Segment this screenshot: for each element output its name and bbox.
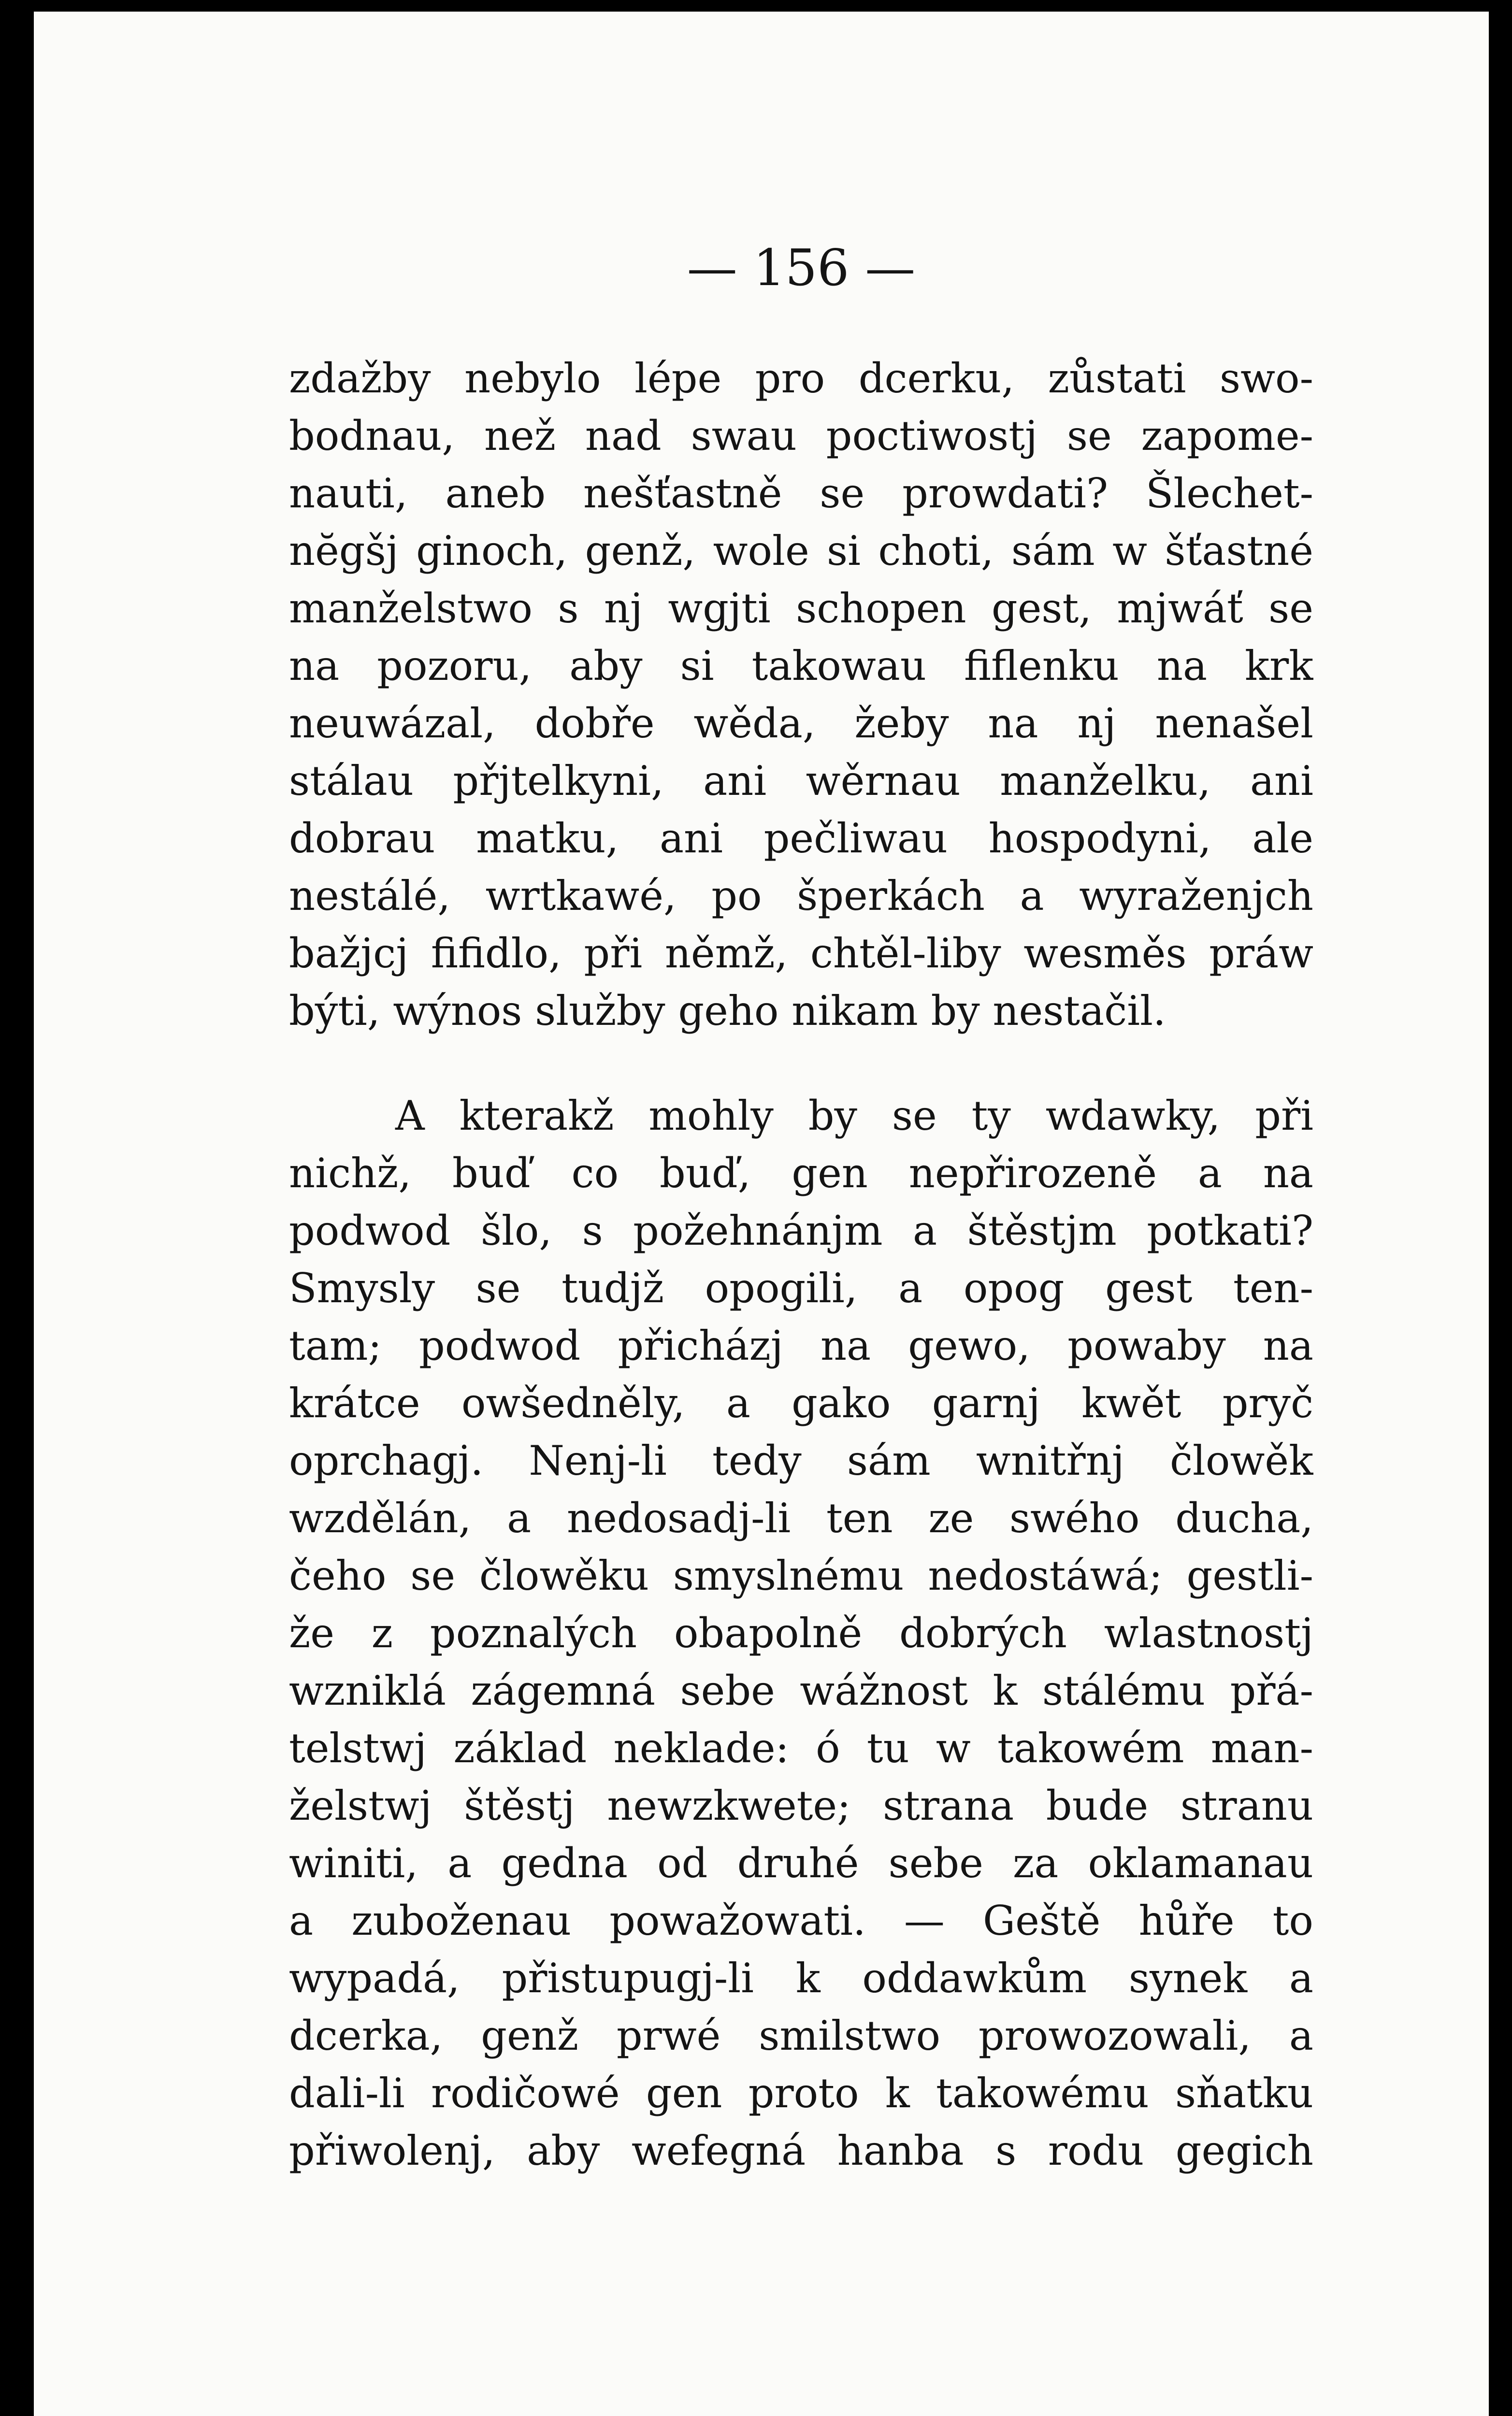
text-line: krátce owšedněly, a gako garnj kwět pryč [289, 1380, 1313, 1427]
text-line: čeho se člowěku smyslnému nedostáwá; gestli- [289, 1552, 1313, 1599]
paragraph-2 [289, 1087, 1313, 2180]
text-line: telstwj základ neklade: ó tu w takowém man- [289, 1725, 1313, 1772]
text-line: stálau přjtelkyni, ani wěrnau manželku, ani [289, 757, 1313, 805]
text-line: neuwázal, dobře wěda, žeby na nj nenašel [289, 700, 1313, 747]
text-line: bodnau, než nad swau poctiwostj se zapome- [289, 412, 1313, 460]
text-line: na pozoru, aby si takowau fiflenku na krk [289, 642, 1313, 690]
text-line: tam; podwod přicházj na gewo, powaby na [289, 1322, 1313, 1369]
text-line: nauti, aneb nešťastně se prowdati? Šlechet- [289, 470, 1313, 517]
text-line: dobrau matku, ani pečliwau hospodyni, ale [289, 815, 1313, 862]
text-line: nestálé, wrtkawé, po šperkách a wyraženjch [289, 872, 1313, 920]
text-line: wypadá, přistupugj-li k oddawkům synek a [289, 1955, 1313, 2002]
text-line: podwod šlo, s požehnánjm a štěstjm potkati? [289, 1207, 1313, 1254]
text-line: manželstwo s nj wgjti schopen gest, mjwáť se [289, 585, 1313, 632]
text-line: bažjcj fifidlo, při němž, chtěl-liby wesměs práw [289, 930, 1313, 977]
text-line: wzniklá zágemná sebe wážnost k stálému přá- [289, 1667, 1313, 1714]
text-line: přiwolenj, aby wefegná hanba s rodu gegich [289, 2127, 1313, 2174]
text-line: že z poznalých obapolně dobrých wlastnostj [289, 1610, 1313, 1657]
text-line: nichž, buď co buď, gen nepřirozeně a na [289, 1150, 1313, 1197]
text-line: zdažby nebylo lépe pro dcerku, zůstati swo- [289, 355, 1313, 402]
text-line: winiti, a gedna od druhé sebe za oklamanau [289, 1840, 1313, 1887]
text-line: Smysly se tudjž opogili, a opog gest ten- [289, 1265, 1313, 1312]
text-line: býti, wýnos služby geho nikam by nestačil. [289, 987, 1166, 1035]
text-line: nĕgšj ginoch, genž, wole si choti, sám w šťastné [289, 527, 1313, 575]
text-line: dcerka, genž prwé smilstwo prowozowali, a [289, 2012, 1313, 2059]
paragraph-1 [289, 350, 1313, 1040]
text-line: wzdělán, a nedosadj-li ten ze swého ducha, [289, 1495, 1313, 1542]
book-page [289, 239, 1313, 2180]
page-number: — 156 — [687, 238, 916, 297]
text-line: želstwj štěstj newzkwete; strana bude stranu [289, 1782, 1313, 1829]
text-line: oprchagj. Nenj-li tedy sám wnitřnj člowěk [289, 1437, 1313, 1484]
text-line: A kterakž mohly by se ty wdawky, při [395, 1092, 1313, 1139]
text-line: dali-li rodičowé gen proto k takowému sňatku [289, 2070, 1313, 2117]
paragraph-spacing [289, 1040, 1313, 1087]
text-line: a zuboženau powažowati. — Geště hůře to [289, 1897, 1313, 1944]
